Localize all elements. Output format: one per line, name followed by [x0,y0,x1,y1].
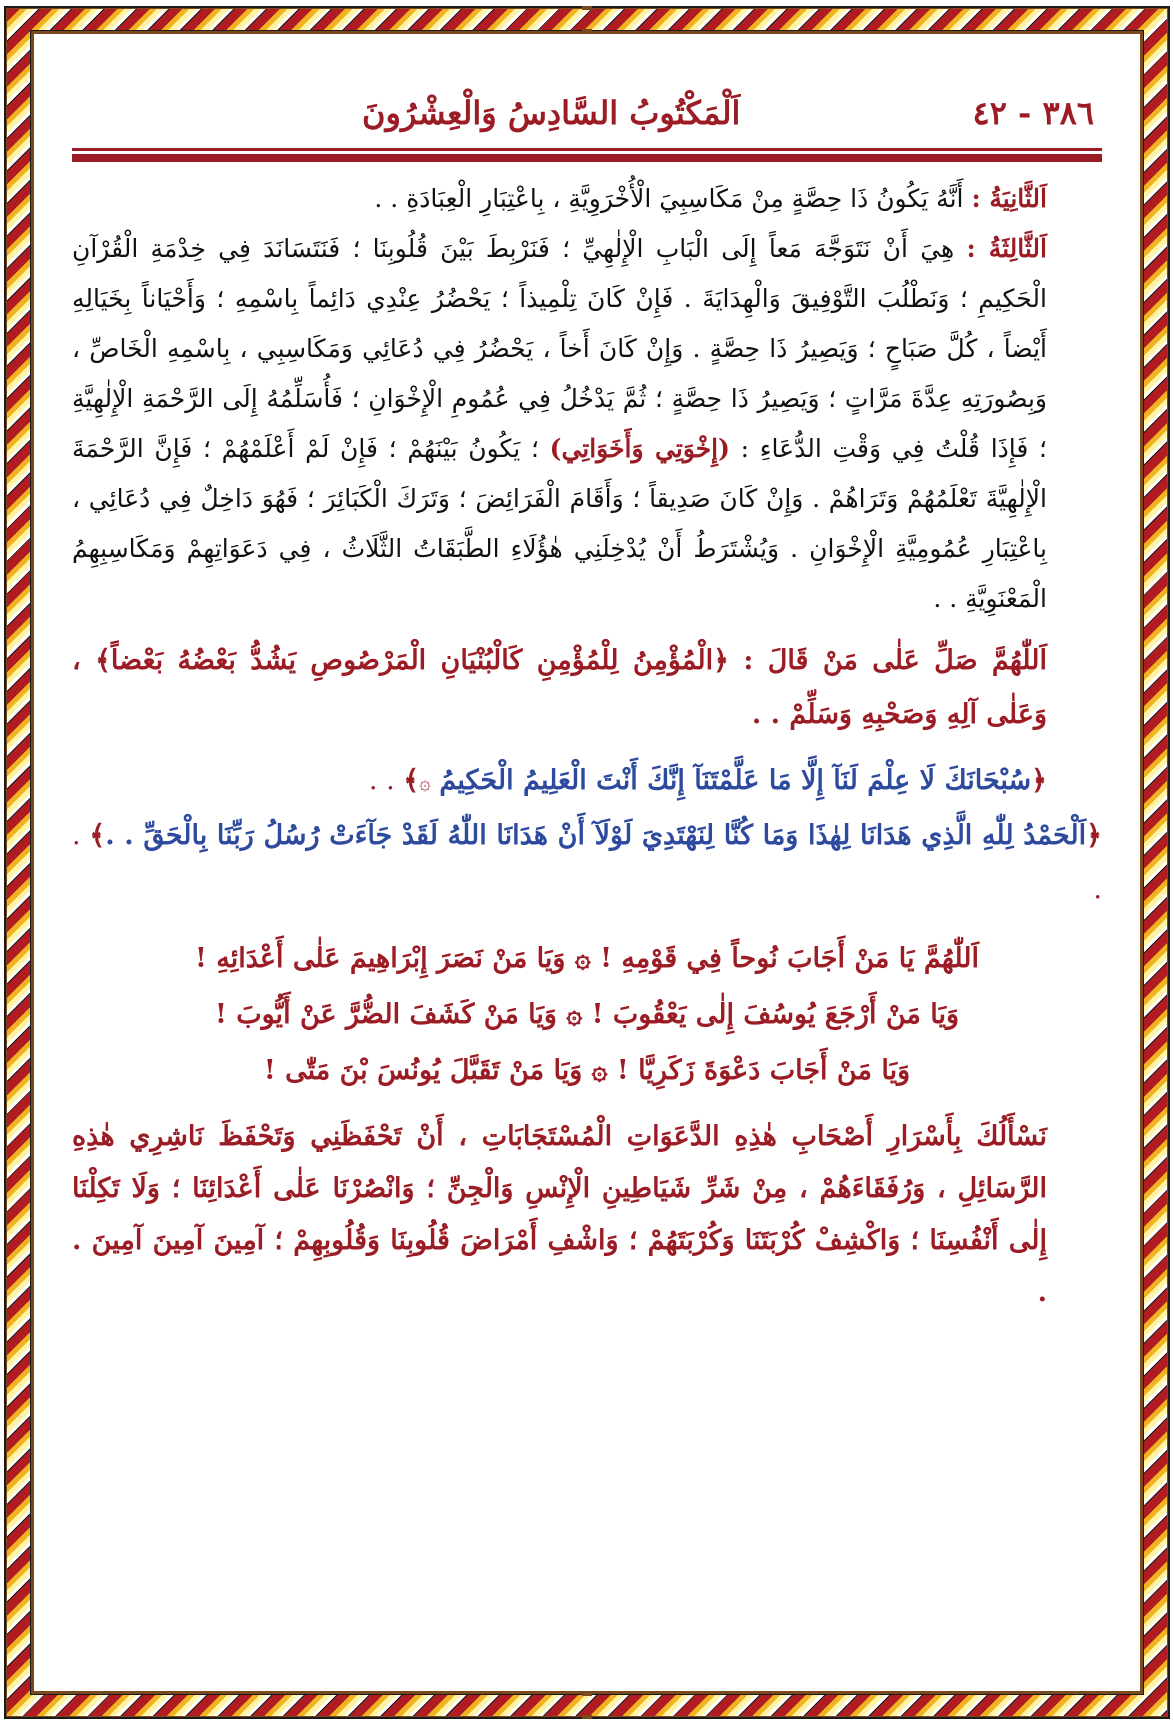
quran-verse-2 [72,809,1102,917]
brothers-sisters-highlight: (إِخْوَتِي وَأَخَوَاتِي) [549,434,730,463]
third-text-1: هِيَ أَنْ نَتَوَجَّهَ مَعاً إِلَى الْبَابِ الْإِلٰهِيِّ ؛ فَنَرْبِطَ بَيْنَ قُلُوبِنَا ؛ فَنَتَسَانَدَ فِي خِدْمَةِ الْقُرْآنِ الْحَكِيمِ ؛ وَنَطْلُبَ التَّوْفِيقَ وَالْهِدَايَةَ . فَإِنْ كَانَ تِلْمِيذاً ؛ يَحْضُرُ عِنْدِي دَائِماً بِاسْمِهِ ؛ وَأَحْيَاناً بِخَيَالِهِ أَيْضاً ، كُلَّ صَبَاحٍ ؛ وَيَصِيرُ ذَا حِصَّةٍ . وَإِنْ كَانَ أَخاً ، يَحْضُرُ فِي دُعَائِي وَمَكَاسِبِي ، بِاسْمِهِ الْخَاصِّ ، وَبِصُورَتِهِ عِدَّةَ مَرَّاتٍ ؛ وَيَصِيرُ ذَا حِصَّةٍ ؛ ثُمَّ يَدْخُلُ فِي عُمُومِ الْإِخْوَانِ ؛ فَأُسَلِّمُهُ إِلَى الرَّحْمَةِ الْإِلٰهِيَّةِ ؛ فَإِذَا قُلْتُ فِي وَقْتِ الدُّعَاءِ : [72,234,1047,463]
quran-open-bracket-icon: ﴿ [1031,765,1047,796]
salat-ending: ، وَعَلٰى آلِهِ وَصَحْبِهِ وَسَلِّمْ . . [72,645,1047,730]
quran-open-bracket-icon: ﴿ [1086,819,1102,851]
page-title: اَلْمَكْتُوبُ السَّادِسُ وَالْعِشْرُونَ [362,94,741,132]
quran-verse-2-text: اَلْحَمْدُ لِلّٰهِ الَّذِي هَدَانَا لِهٰذَا وَمَا كُنَّا لِنَهْتَدِيَ لَوْلَآ أَنْ هَدَانَا اللّٰهُ لَقَدْ جَآءَتْ رُسُلُ رَبِّنَا بِالْحَقِّ . . [105,819,1087,851]
quran-verse-1-text: سُبْحَانَكَ لَا عِلْمَ لَنَآ إِلَّا مَا عَلَّمْتَنَآ إِنَّكَ أَنْتَ الْعَلِيمُ الْحَكِيمُ [439,765,1032,796]
quran-verse-1 [72,754,1102,809]
quran-close-bracket-icon: ﴾ [89,819,106,851]
paragraph-salat [72,634,1102,742]
frame-notch-top-inner [582,29,592,33]
frame-notch-bottom [582,1715,592,1719]
quran-verse-2-dots: . . [72,819,1102,905]
hadith-text: الْمُؤْمِنُ لِلْمُؤْمِنِ كَالْبُنْيَانِ الْمَرْصُوصِ يَشُدُّ بَعْضُهُ بَعْضاً [110,645,714,676]
quran-close-bracket-icon: ﴾ [403,765,420,796]
second-text: أَنَّهُ يَكُونُ ذَا حِصَّةٍ مِنْ مَكَاسِبِيَ الْأُخْرَوِيَّةِ ، بِاعْتِبَارِ الْعِبَادَةِ . . [374,184,964,213]
page-content [72,60,1102,1319]
header-rule-thick [72,154,1102,162]
ornate-close-bracket-icon: ﴾ [95,645,111,676]
salat-intro: اَللّٰهُمَّ صَلِّ عَلٰى مَنْ قَالَ : [743,645,1047,676]
third-label: اَلثَّالِثَةُ : [966,234,1047,263]
dua-line-1: اَللّٰهُمَّ يَا مَنْ أَجَابَ نُوحاً فِي قَوْمِهِ ! ۞ وَيَا مَنْ نَصَرَ إِبْرَاهِيمَ عَلٰى أَعْدَائِهِ ! [194,942,979,974]
third-text-2: ؛ يَكُونُ بَيْنَهُمْ ؛ فَإِنْ لَمْ أَعْلَمْهُمْ ؛ فَإِنَّ الرَّحْمَةَ الْإِلٰهِيَّةَ تَعْلَمُهُمْ وَتَرَاهُمْ . وَإِنْ كَانَ صَدِيقاً ؛ وَأَقَامَ الْفَرَائِضَ ؛ وَتَرَكَ الْكَبَائِرَ ؛ فَهُوَ دَاخِلٌ فِي دُعَائِي ، بِاعْتِبَارِ عُمُومِيَّةِ الْإِخْوَانِ . وَيُشْتَرَطُ أَنْ يُدْخِلَنِي هٰؤُلَاءِ الطَّبَقَاتُ الثَّلَاثُ ، فِي دَعَوَاتِهِمْ وَمَكَاسِبِهِمُ الْمَعْنَوِيَّةِ . . [72,434,1047,613]
dua-line-2: وَيَا مَنْ أَرْجَعَ يُوسُفَ إِلٰى يَعْقُوبَ ! ۞ وَيَا مَنْ كَشَفَ الضُّرَّ عَنْ أَيُّوبَ ! [214,998,960,1030]
page-number: ٣٨٦ - ٤٢ [972,94,1094,132]
final-supplication: نَسْأَلُكَ بِأَسْرَارِ أَصْحَابِ هٰذِهِ الدَّعَوَاتِ الْمُسْتَجَابَاتِ ، أَنْ تَحْفَظَنِي وَتَحْفَظَ نَاشِرِي هٰذِهِ الرَّسَائِلِ ، وَرُفَقَاءَهُمْ ، مِنْ شَرِّ شَيَاطِينِ الْإِنْسِ وَالْجِنِّ ؛ وَانْصُرْنَا عَلٰى أَعْدَائِنَا ؛ وَلَا تَكِلْنَا إِلٰى أَنْفُسِنَا ؛ وَاكْشِفْ كُرْبَتَنَا وَكُرْبَتَهُمْ ؛ وَاشْفِ أَمْرَاضَ قُلُوبِنَا وَقُلُوبِهِمْ ؛ آمِينَ آمِينَ آمِينَ . . [72,1120,1047,1308]
page-header [72,60,1102,132]
frame-notch-top [582,6,592,10]
second-label: اَلثَّانِيَةُ : [971,184,1047,213]
quran-verse-1-dots: . . [368,765,395,796]
frame-notch-bottom-inner [582,1692,592,1696]
paragraph-third [72,224,1102,624]
rosette-icon: ۞ [419,769,431,794]
header-rule-thin [72,148,1102,151]
dua-line-3: وَيَا مَنْ أَجَابَ دَعْوَةَ زَكَرِيَّا ! ۞ وَيَا مَنْ تَقَبَّلَ يُونُسَ بْنَ مَتّٰى ! [263,1054,911,1086]
paragraph-second [72,174,1102,224]
ornate-open-bracket-icon: ﴿ [713,645,729,676]
